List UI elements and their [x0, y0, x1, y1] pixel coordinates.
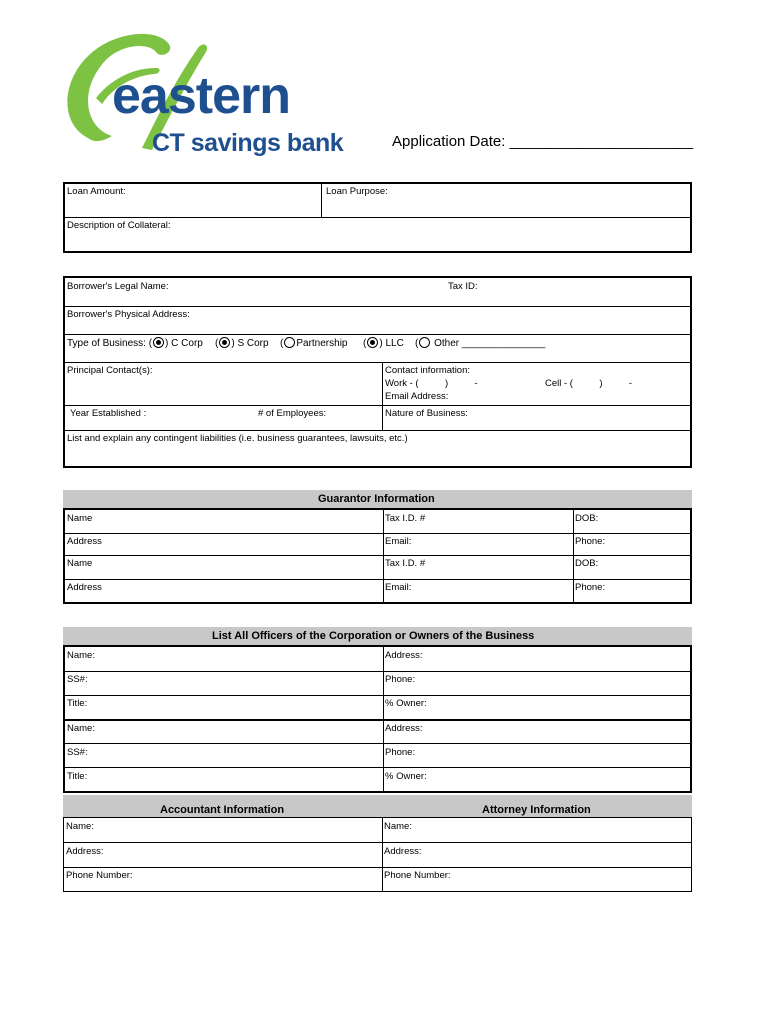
llc-option: ( ) LLC: [363, 338, 404, 349]
physical-address-label: Borrower's Physical Address:: [67, 309, 190, 320]
loan-amount-label: Loan Amount:: [67, 186, 126, 197]
officers-table: [63, 645, 692, 793]
business-type-row: [67, 337, 203, 349]
guarantor-1-dob: DOB:: [575, 513, 599, 524]
work-phone-label: Work - ( ) -: [385, 378, 478, 389]
other-option: ( Other _______________: [415, 338, 546, 349]
s-corp-option: ( ) S Corp: [215, 338, 269, 349]
legal-name-label: Borrower's Legal Name:: [67, 281, 169, 292]
contact-info-label: Contact information:: [385, 365, 471, 376]
guarantor-2-address: Address: [67, 582, 102, 593]
s-corp-radio[interactable]: [219, 337, 230, 348]
cell-phone-label: Cell - ( ) -: [545, 378, 633, 389]
officer-1-ownership: % Owner:: [385, 698, 427, 709]
email-address-label: Email Address:: [385, 391, 449, 402]
attorney-address: Address:: [384, 846, 422, 857]
c-corp-label: ) C Corp: [165, 338, 203, 349]
guarantor-1-address: Address: [67, 536, 102, 547]
guarantor-2-email: Email:: [385, 582, 412, 593]
officer-1-address: Address:: [385, 650, 423, 661]
officers-title: List All Officers of the Corporation or Owners of the Business: [212, 630, 535, 642]
c-corp-radio[interactable]: [153, 337, 164, 348]
guarantor-2-name: Name: [67, 558, 93, 569]
accountant-phone: Phone Number:: [66, 870, 133, 881]
officer-2-name: Name:: [67, 723, 95, 734]
employees-label: # of Employees:: [258, 408, 327, 419]
partnership-label: Partnership: [296, 338, 348, 349]
officer-2-title: Title:: [67, 771, 88, 782]
collateral-label: Description of Collateral:: [67, 220, 171, 231]
logo-subtitle: CT savings bank: [152, 129, 344, 157]
guarantor-table: [63, 508, 692, 604]
guarantor-title: Guarantor Information: [318, 493, 435, 505]
attorney-phone: Phone Number:: [384, 870, 451, 881]
officer-1-ssn: SS#:: [67, 674, 88, 685]
tax-id-label: Tax ID:: [448, 281, 478, 292]
year-established-label: Year Established :: [70, 408, 147, 419]
attorney-name: Name:: [384, 821, 412, 832]
other-label: Other _______________: [434, 338, 546, 349]
guarantor-1-name: Name: [67, 513, 93, 524]
application-date-label: Application Date: ______________________: [392, 133, 694, 150]
accountant-title: Accountant Information: [160, 804, 285, 816]
s-corp-label: ) S Corp: [231, 338, 269, 349]
guarantor-2-tax-id: Tax I.D. #: [385, 558, 426, 569]
officer-1-title: Title:: [67, 698, 88, 709]
guarantor-2-dob: DOB:: [575, 558, 599, 569]
accountant-name: Name:: [66, 821, 94, 832]
officer-2-phone: Phone:: [385, 747, 416, 758]
loan-section: [63, 182, 692, 253]
officer-2-address: Address:: [385, 723, 423, 734]
partnership-option: ( Partnership: [280, 338, 348, 349]
logo-wordmark: eastern: [112, 67, 290, 125]
borrower-section: [63, 276, 692, 468]
llc-radio[interactable]: [367, 337, 378, 348]
officer-2-ownership: % Owner:: [385, 771, 427, 782]
professionals-header: [63, 795, 692, 817]
nature-of-business-label: Nature of Business:: [385, 408, 468, 419]
officer-2-ssn: SS#:: [67, 747, 88, 758]
principal-contacts-label: Principal Contact(s):: [67, 365, 153, 376]
business-type-label: Type of Business: (: [67, 338, 153, 349]
guarantor-2-phone: Phone:: [575, 582, 606, 593]
contingent-liabilities-label: List and explain any contingent liabilities (i.e. business guarantees, lawsuits, etc.): [67, 433, 408, 444]
bank-logo: [60, 28, 345, 163]
other-radio[interactable]: [419, 337, 430, 348]
guarantor-1-email: Email:: [385, 536, 412, 547]
partnership-radio[interactable]: [284, 337, 295, 348]
officer-1-phone: Phone:: [385, 674, 416, 685]
attorney-title: Attorney Information: [482, 804, 591, 816]
professionals-table: [63, 817, 692, 892]
accountant-address: Address:: [66, 846, 104, 857]
guarantor-1-phone: Phone:: [575, 536, 606, 547]
officer-1-name: Name:: [67, 650, 95, 661]
loan-purpose-label: Loan Purpose:: [326, 186, 388, 197]
llc-label: ) LLC: [379, 338, 404, 349]
guarantor-1-tax-id: Tax I.D. #: [385, 513, 426, 524]
